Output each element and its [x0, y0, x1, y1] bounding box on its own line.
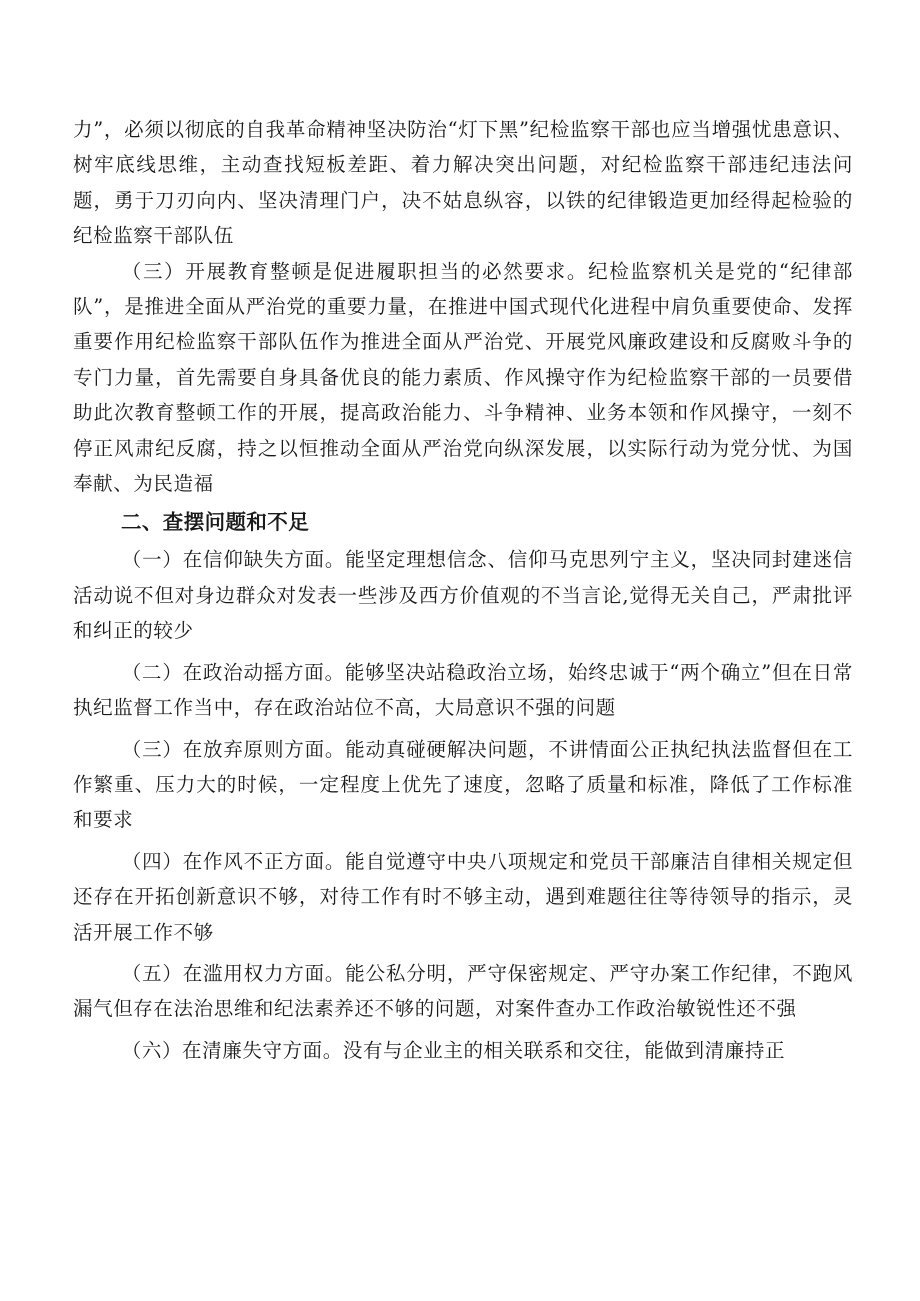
paragraph-faith: （一）在信仰缺失方面。能坚定理想信念、信仰马克思列宁主义，坚决同封建迷信活动说不但对身边群众对发表一些涉及西方价值观的不当言论,觉得无关自己，严肃批评和纠正的较少	[73, 548, 853, 643]
paragraph-principles: （三）在放弃原则方面。能动真碰硬解决问题，不讲情面公正执纪执法监督但在工作繁重、压力大的时候，一定程度上优先了速度，忽略了质量和标准，降低了工作标准和要求	[73, 737, 853, 832]
paragraph-continued: 力”，必须以彻底的自我革命精神坚决防治“灯下黑”纪检监察干部也应当增强忧患意识、树牢底线思维，主动查找短板差距、着力解决突出问题，对纪检监察干部违纪违法问题，勇于刀刃向内、坚决清理门户，决不姑息纵容，以铁的纪律锻造更加经得起检验的纪检监察干部队伍	[73, 118, 853, 248]
paragraph-integrity: （六）在清廉失守方面。没有与企业主的相关联系和交往，能做到清廉持正	[121, 1038, 786, 1062]
paragraph-work-style: （四）在作风不正方面。能自觉遵守中央八项规定和党员干部廉洁自律相关规定但还存在开拓创新意识不够，对待工作有时不够主动，遇到难题往往等待领导的指示，灵活开展工作不够	[73, 849, 853, 944]
section-heading-problems: 二、查摆问题和不足	[121, 510, 310, 535]
paragraph-politics: （二）在政治动摇方面。能够坚决站稳政治立场，始终忠诚于“两个确立”但在日常执纪监督工作当中，存在政治站位不高，大局意识不强的问题	[73, 660, 853, 720]
document-body	[73, 112, 853, 1068]
paragraph-power: （五）在滥用权力方面。能公私分明，严守保密规定、严守办案工作纪律，不跑风漏气但存在法治思维和纪法素养还不够的问题，对案件查办工作政治敏锐性还不强	[73, 961, 853, 1021]
paragraph-education-rectification: （三）开展教育整顿是促进履职担当的必然要求。纪检监察机关是党的“纪律部队”，是推进全面从严治党的重要力量，在推进中国式现代化进程中肩负重要使命、发挥重要作用纪检监察干部队伍作为推进全面从严治党、开展党风廉政建设和反腐败斗争的专门力量，首先需要自身具备优良的能力素质、作风操守作为纪检监察干部的一员要借助此次教育整顿工作的开展，提高政治能力、斗争精神、业务本领和作风操守，一刻不停正风肃纪反腐，持之以恒推动全面从严治党向纵深发展，以实际行动为党分忧、为国奉献、为民造福	[73, 259, 853, 496]
